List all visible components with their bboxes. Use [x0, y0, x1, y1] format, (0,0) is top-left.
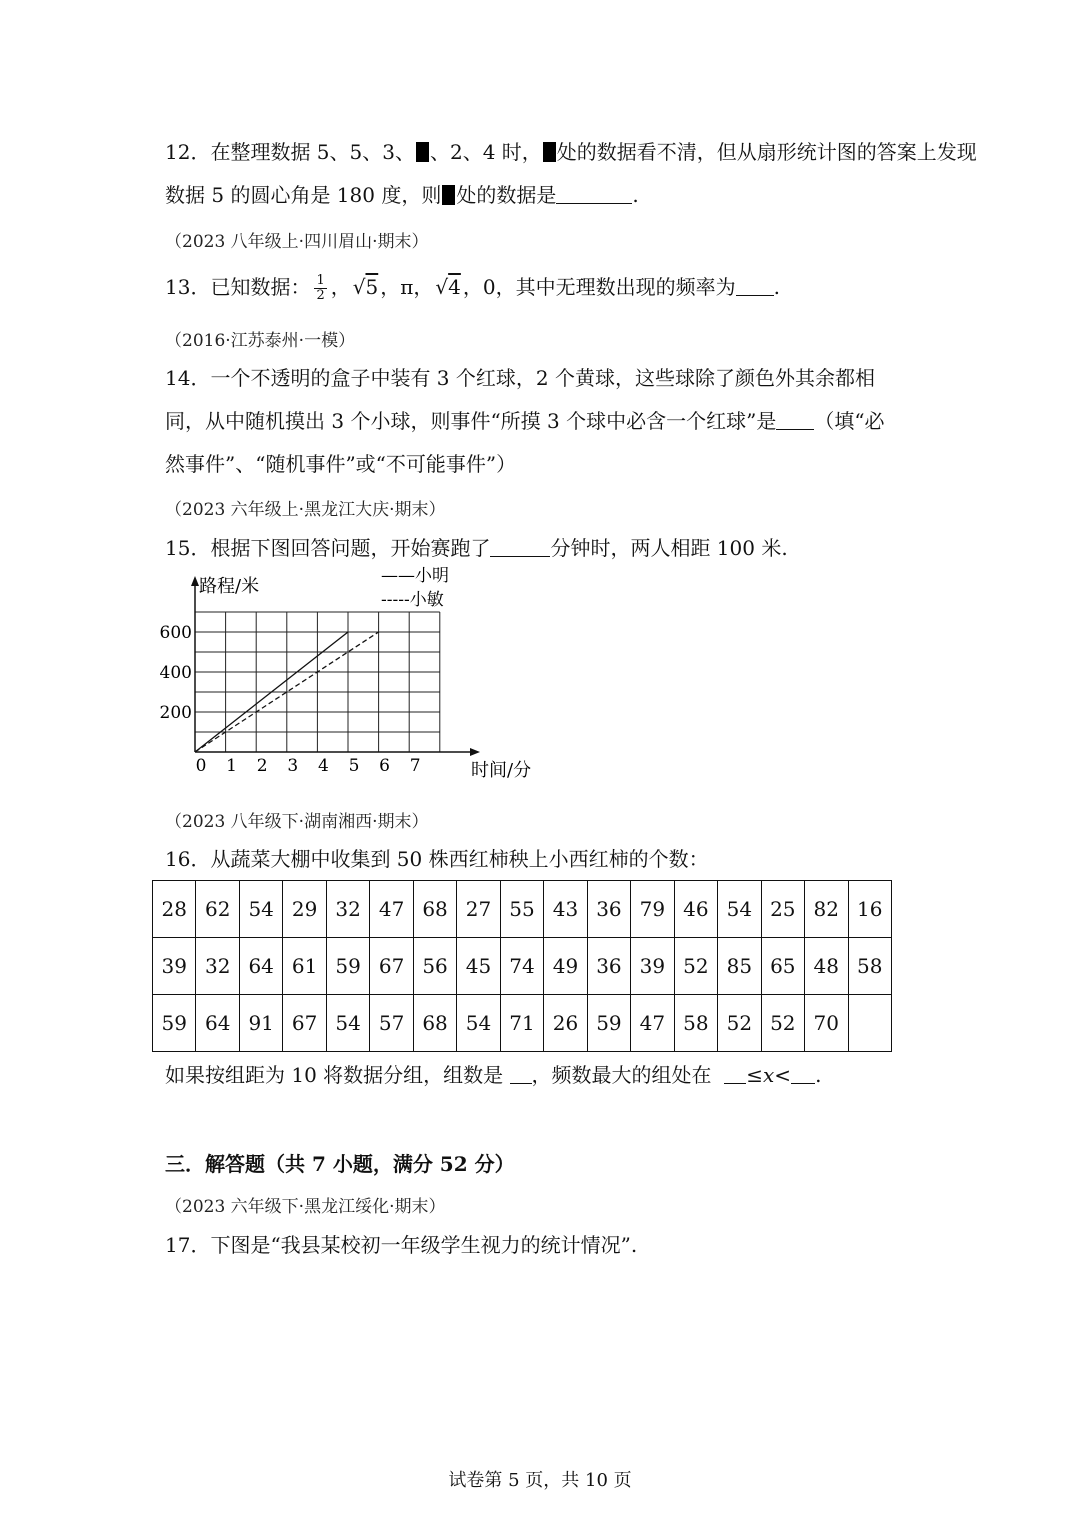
table-cell	[848, 995, 892, 1052]
table-cell: 47	[631, 995, 674, 1052]
x-tick-label: 2	[256, 756, 268, 776]
page-footer: 试卷第 5 页，共 10 页	[448, 1470, 632, 1491]
table-cell: 65	[761, 938, 804, 995]
table-row	[153, 938, 892, 995]
table-cell: 39	[153, 938, 196, 995]
q15-line: 15．根据下图回答问题，开始赛跑了 分钟时，两人相距 100 米.	[165, 536, 788, 560]
q12-line1: 12．在整理数据 5、5、3、 、2、4 时， 处的数据看不清，但从扇形统计图的答案上发现	[165, 140, 977, 164]
table-cell: 91	[239, 995, 282, 1052]
table-cell: 25	[761, 881, 804, 938]
table-cell: 82	[805, 881, 848, 938]
table-cell: 58	[674, 995, 717, 1052]
table-cell: 48	[805, 938, 848, 995]
x-tick-label: 0	[195, 756, 207, 776]
y-tick-label: 400	[159, 663, 192, 683]
x-tick-label: 7	[409, 756, 421, 776]
table-cell: 32	[326, 881, 369, 938]
table-cell: 54	[326, 995, 369, 1052]
table-cell: 28	[153, 881, 196, 938]
q16-after-line: 如果按组距为 10 将数据分组，组数是 ，频数最大的组处在 ≤x< .	[165, 1063, 822, 1087]
answer-blank[interactable]	[791, 1065, 815, 1084]
table-cell: 61	[283, 938, 326, 995]
table-cell: 74	[500, 938, 543, 995]
data-table	[152, 880, 892, 1052]
table-cell: 52	[674, 938, 717, 995]
table-cell: 70	[805, 995, 848, 1052]
table-cell: 68	[413, 995, 456, 1052]
table-cell: 59	[153, 995, 196, 1052]
table-cell: 58	[848, 938, 892, 995]
table-cell: 67	[370, 938, 413, 995]
q13-line: 13．已知数据： $\frac{1}{2}$ ， √5 ，π， √4 ，0，其中无理数出现的频率为 .	[165, 273, 780, 303]
table-cell: 49	[544, 938, 587, 995]
q14-line2: 同，从中随机摸出 3 个小球，则事件“所摸 3 个球中必含一个红球”是 （填“必	[165, 409, 885, 433]
y-tick-label: 600	[159, 623, 192, 643]
x-tick-label: 4	[317, 756, 329, 776]
table-cell: 62	[196, 881, 239, 938]
table-cell: 56	[413, 938, 456, 995]
table-cell: 79	[631, 881, 674, 938]
answer-blank[interactable]	[724, 1065, 746, 1084]
table-cell: 39	[631, 938, 674, 995]
x-tick-label: 1	[226, 756, 238, 776]
q15-source: （2023 八年级下·湖南湘西·期末）	[165, 812, 429, 832]
q17-line: 17．下图是“我县某校初一年级学生视力的统计情况”.	[165, 1233, 638, 1257]
fraction-half: $\frac{1}{2}$	[316, 273, 325, 303]
table-cell: 46	[674, 881, 717, 938]
table-cell: 36	[587, 881, 630, 938]
sqrt-5: √5	[352, 275, 379, 299]
x-tick-label: 5	[348, 756, 360, 776]
section-source: （2023 六年级下·黑龙江绥化·期末）	[165, 1197, 446, 1217]
x-axis-label: 时间/分	[471, 760, 532, 781]
table-cell: 59	[326, 938, 369, 995]
y-tick-label: 200	[159, 703, 192, 723]
q16-line: 16．从蔬菜大棚中收集到 50 株西红柿秧上小西红柿的个数：	[165, 847, 709, 871]
y-axis-arrow	[191, 576, 199, 586]
table-cell: 59	[587, 995, 630, 1052]
q14-source: （2023 六年级上·黑龙江大庆·期末）	[165, 500, 446, 520]
x-tick-label: 6	[379, 756, 391, 776]
x-axis-arrow	[470, 748, 480, 756]
legend-entry: -----小敏	[381, 590, 444, 610]
table-cell: 68	[413, 881, 456, 938]
table-cell: 27	[457, 881, 500, 938]
q14-line3: 然事件”、“随机事件”或“不可能事件”）	[165, 452, 517, 476]
table-cell: 64	[239, 938, 282, 995]
table-cell: 43	[544, 881, 587, 938]
legend-entry: ——小明	[381, 566, 449, 586]
table-cell: 16	[848, 881, 892, 938]
table-cell: 36	[587, 938, 630, 995]
table-cell: 55	[500, 881, 543, 938]
table-row	[153, 881, 892, 938]
table-cell: 52	[718, 995, 761, 1052]
table-cell: 67	[283, 995, 326, 1052]
sqrt-4: √4	[435, 275, 461, 299]
table-row	[153, 995, 892, 1052]
table-cell: 85	[718, 938, 761, 995]
answer-blank[interactable]	[510, 1065, 532, 1084]
table-cell: 32	[196, 938, 239, 995]
table-cell: 54	[457, 995, 500, 1052]
q12-source: （2023 八年级上·四川眉山·期末）	[165, 232, 429, 252]
q14-line1: 14．一个不透明的盒子中装有 3 个红球，2 个黄球，这些球除了颜色外其余都相	[165, 366, 875, 390]
table-cell: 54	[239, 881, 282, 938]
x-tick-label: 3	[287, 756, 299, 776]
table-cell: 71	[500, 995, 543, 1052]
table-cell: 52	[761, 995, 804, 1052]
table-cell: 57	[370, 995, 413, 1052]
table-cell: 54	[718, 881, 761, 938]
y-axis-label: 路程/米	[199, 576, 260, 597]
q13-source: （2016·江苏泰州·一模）	[165, 331, 356, 351]
table-cell: 64	[196, 995, 239, 1052]
table-cell: 45	[457, 938, 500, 995]
section-title: 三．解答题（共 7 小题，满分 52 分）	[165, 1152, 515, 1176]
table-cell: 29	[283, 881, 326, 938]
table-cell: 47	[370, 881, 413, 938]
q12-line2: 数据 5 的圆心角是 180 度，则 处的数据是 .	[165, 183, 639, 207]
table-cell: 26	[544, 995, 587, 1052]
